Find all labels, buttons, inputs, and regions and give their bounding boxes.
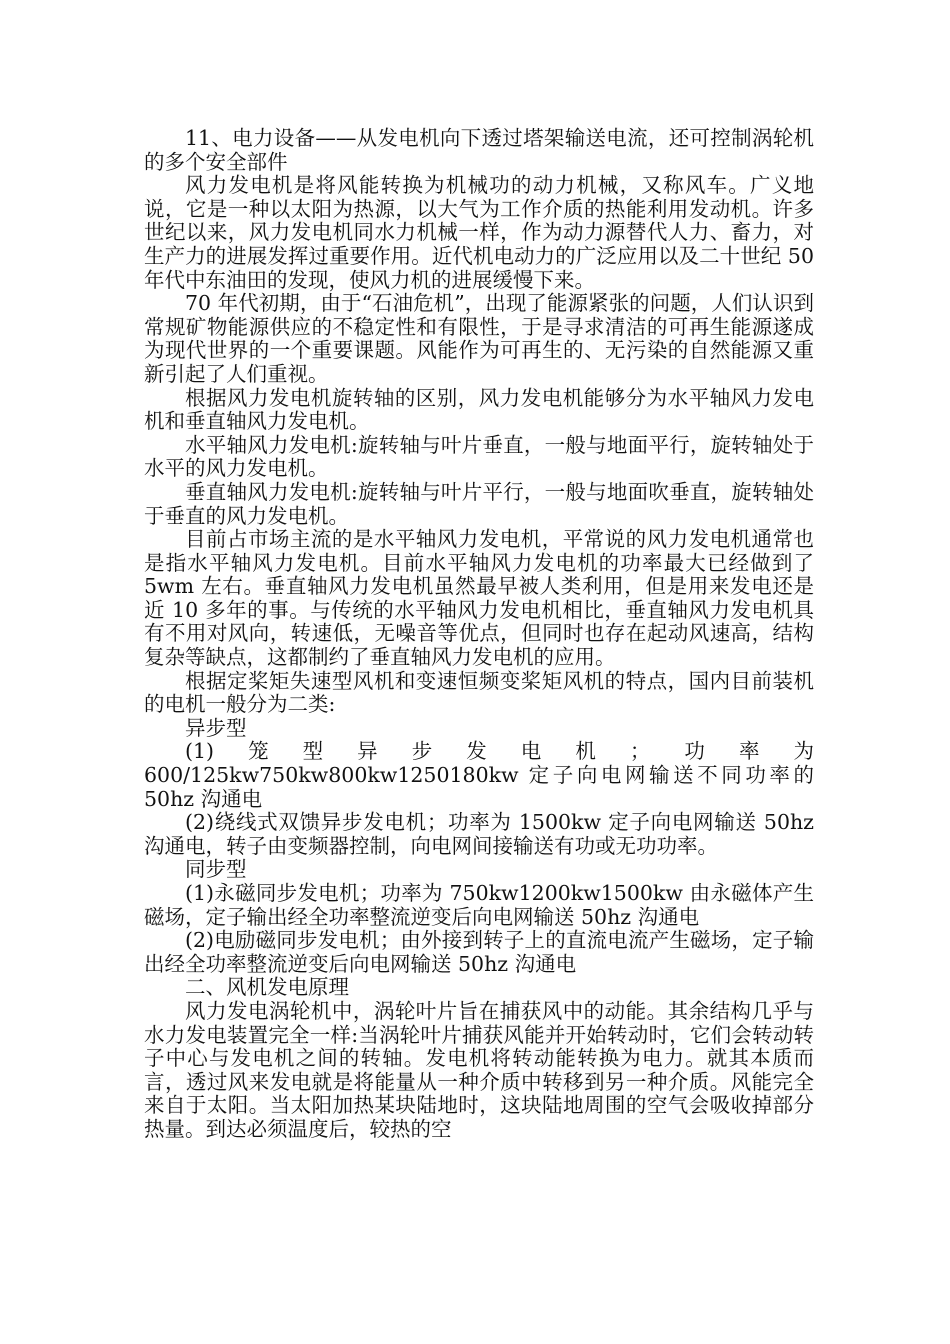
subheading-asynchronous: 异步型 [185,715,247,740]
document-body [144,127,814,1142]
paragraph-axis-classification: 根据风力发电机旋转轴的区别，风力发电机能够分为水平轴风力发电机和垂直轴风力发电机。 [144,385,814,434]
paragraph-horizontal-axis: 水平轴风力发电机:旋转轴与叶片垂直，一般与地面平行，旋转轴处于水平的风力发电机。 [144,432,814,481]
paragraph-oil-crisis: 70 年代初期，由于“石油危机”，出现了能源紧张的问题，人们认识到常规矿物能源供应的不稳定性和有限性，于是寻求清洁的可再生能源遂成为现代世界的一个重要课题。风能作为可再生的、无污染的自然能源又重新引起了人们重视。 [144,291,814,386]
paragraph-doubly-fed-generator: (2)绕线式双馈异步发电机；功率为 1500kw 定子向电网输送 50hz 沟通电，转子由变频器控制，向电网间接输送有功或无功功率。 [144,810,814,858]
paragraph-generator-types: 根据定桨矩失速型风机和变速恒频变桨矩风机的特点，国内目前装机的电机一般分为二类: [144,668,814,717]
paragraph-power-equipment: 11、电力设备——从发电机向下透过塔架输送电流，还可控制涡轮机的多个安全部件 [144,126,814,174]
paragraph-generation-principle: 风力发电涡轮机中，涡轮叶片旨在捕获风中的动能。其余结构几乎与水力发电装置完全一样:当涡轮叶片捕获风能并开始转动时，它们会转动转子中心与发电机之间的转轴。发电机将转动能转换为电力。就其本质而言，透过风来发电就是将能量从一种介质中转移到另一种介质。风能完全来自于太阳。当太阳加热某块陆地时，这块陆地周围的空气会吸收掉部分热量。到达必须温度后，较热的空 [144,998,814,1141]
paragraph-electrically-excited-generator: (2)电励磁同步发电机；由外接到转子上的直流电流产生磁场，定子输出经全功率整流逆变后向电网输送 50hz 沟通电 [144,928,814,976]
paragraph-market-mainstream: 目前占市场主流的是水平轴风力发电机，平常说的风力发电机通常也是指水平轴风力发电机。目前水平轴风力发电机的功率最大已经做到了 5wm 左右。垂直轴风力发电机虽然最早被人类利用，但是用来发电还是近 10 多年的事。与传统的水平轴风力发电机相比，垂直轴风力发电机具有不用对风向，转速低，无噪音等优点，但同时也存在起动风速高，结构复杂等缺点，这都制约了垂直轴风力发电机的应用。 [144,527,814,670]
section-heading-principle: 二、风机发电原理 [185,975,349,1000]
paragraph-wind-turbine-definition: 风力发电机是将风能转换为机械功的动力机械，又称风车。广义地说，它是一种以太阳为热源，以大气为工作介质的热能利用发动机。许多世纪以来，风力发电机同水力机械一样，作为动力源替代人力、畜力，对生产力的进展发挥过重要作用。近代机电动力的广泛应用以及二十世纪 50 年代中东油田的发现，使风力机的进展缓慢下来。 [144,173,814,292]
paragraph-cage-generator: (1)笼型异步发电机；功率为 600/125kw750kw800kw1250180kw 定子向电网输送不同功率的 50hz 沟通电 [144,739,814,811]
paragraph-permanent-magnet-generator: (1)永磁同步发电机；功率为 750kw1200kw1500kw 由永磁体产生磁场，定子输出经全功率整流逆变后向电网输送 50hz 沟通电 [144,881,814,929]
paragraph-vertical-axis: 垂直轴风力发电机:旋转轴与叶片平行，一般与地面吹垂直，旋转轴处于垂直的风力发电机。 [144,479,814,528]
subheading-synchronous: 同步型 [185,857,247,882]
